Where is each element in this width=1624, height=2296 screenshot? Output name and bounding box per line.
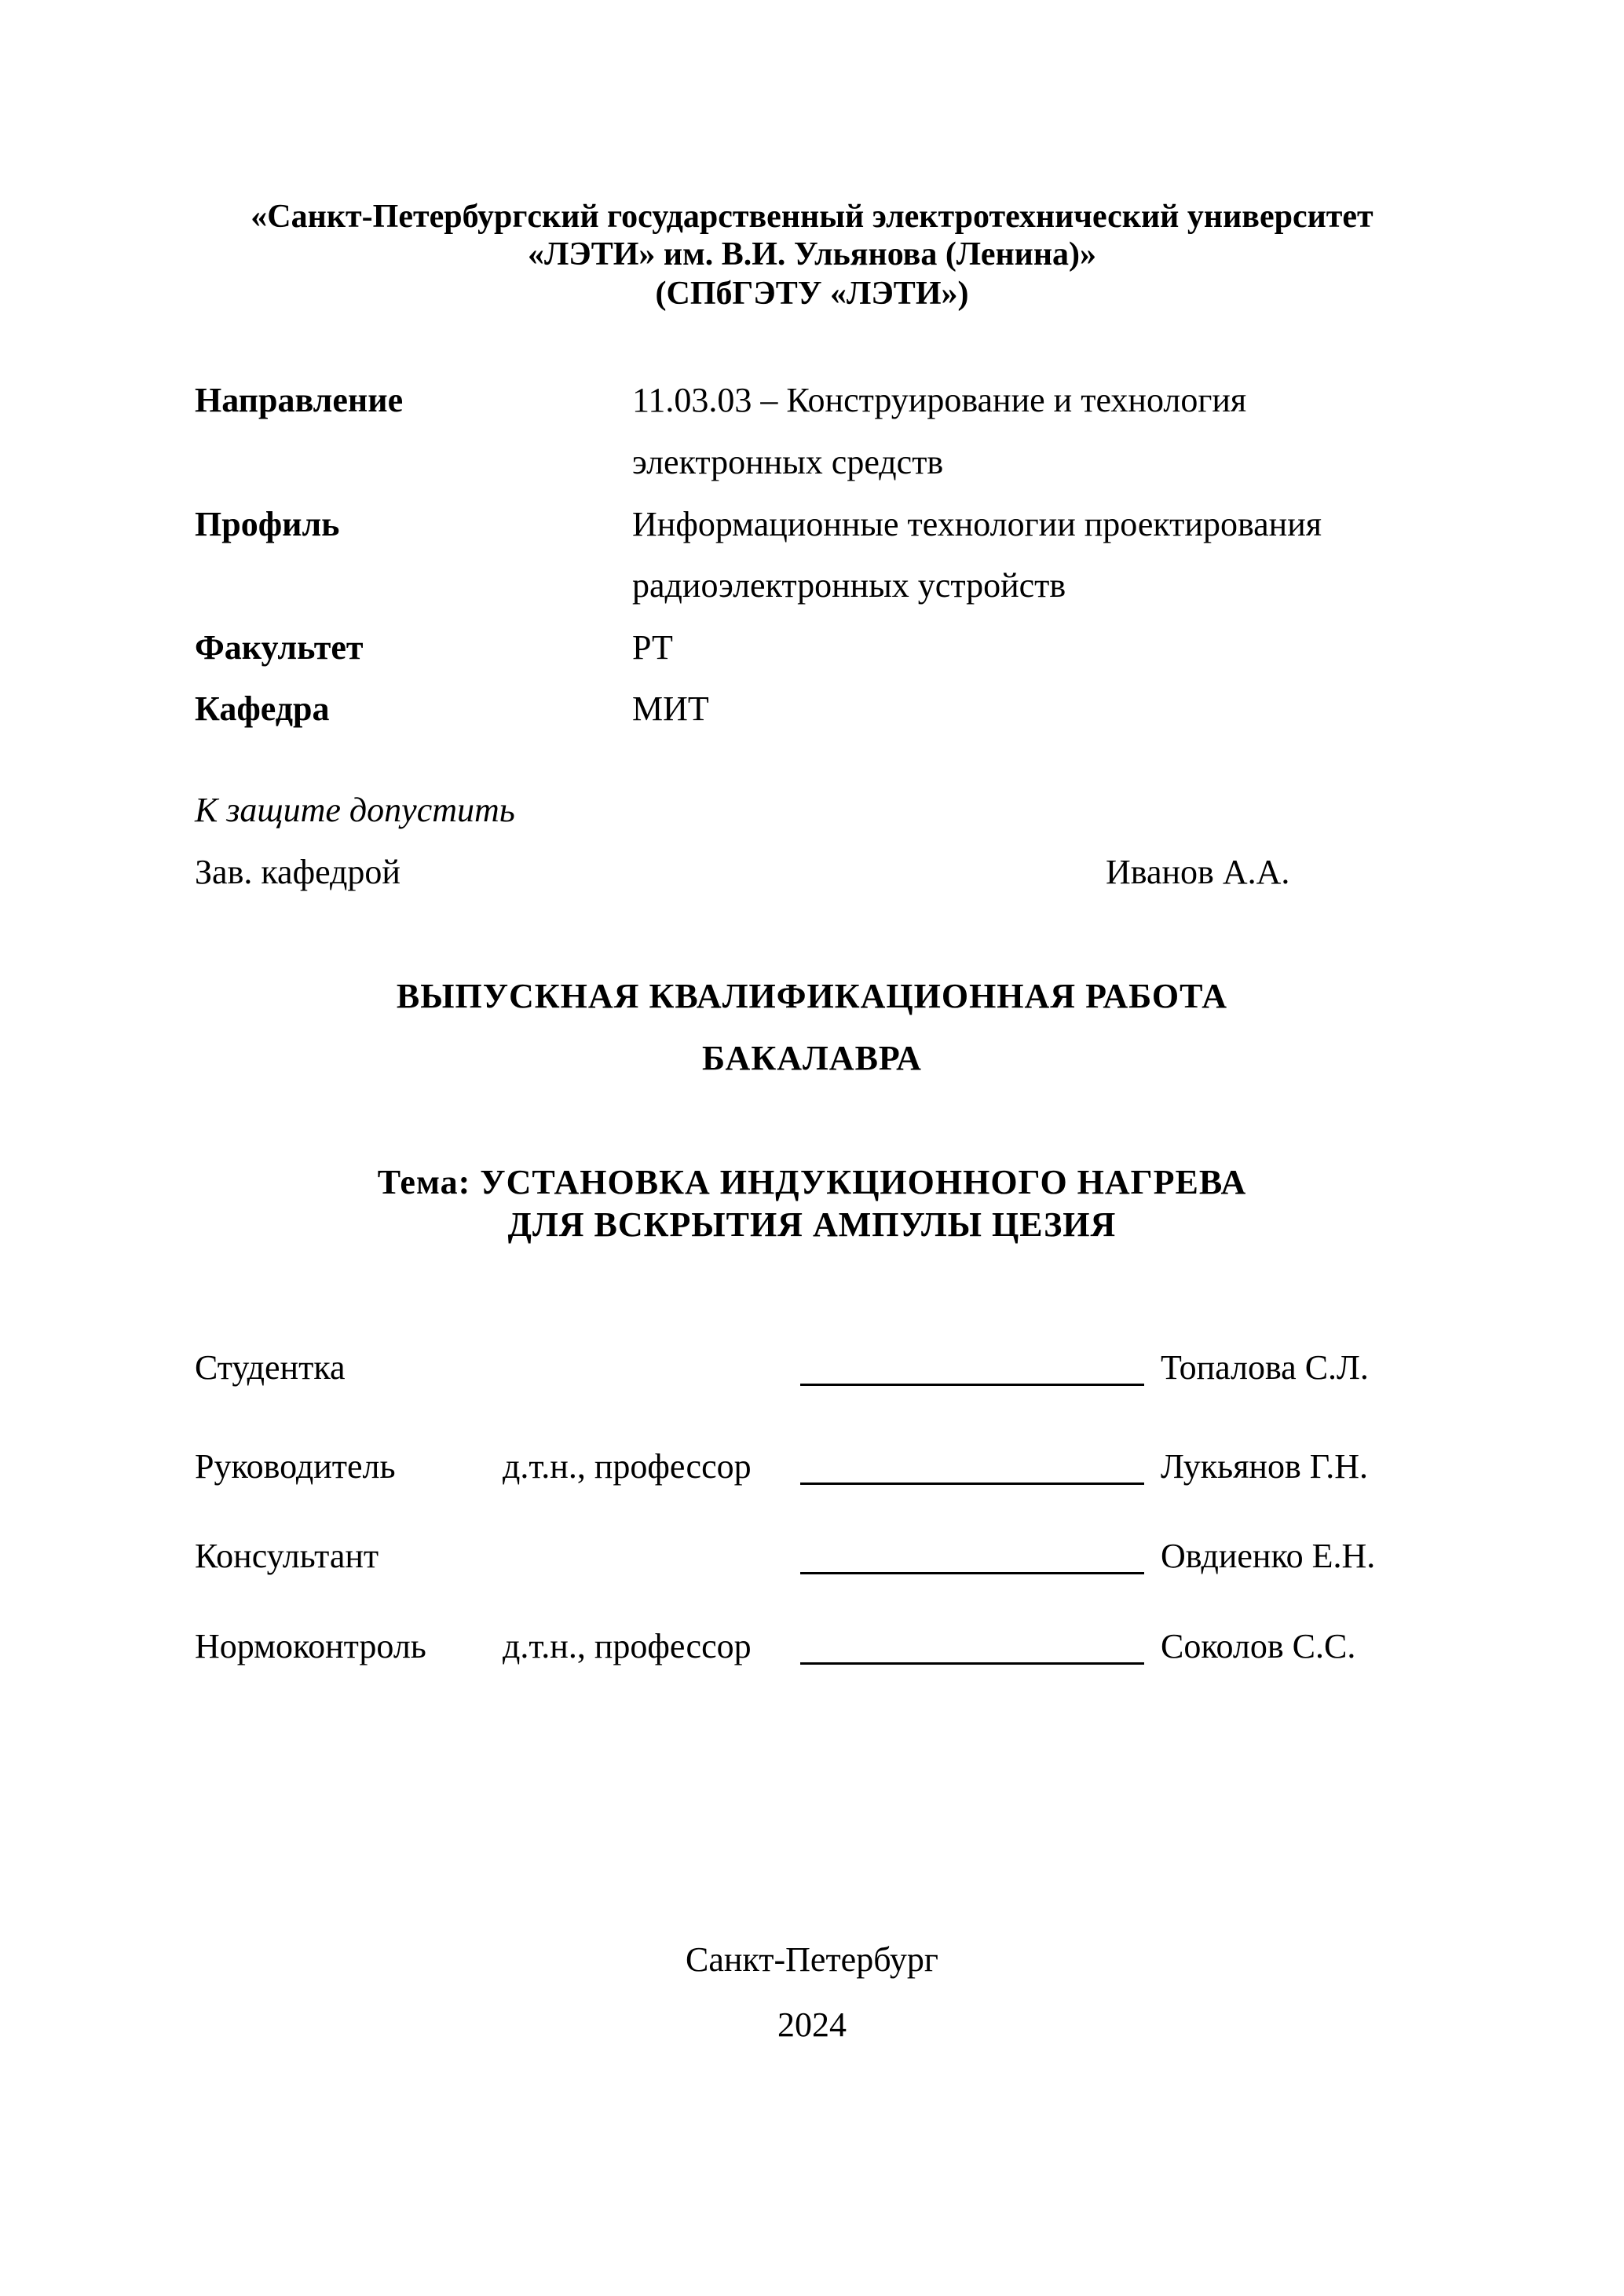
- signature-role-normcontrol: Нормоконтроль: [195, 1627, 426, 1665]
- signature-name-normcontrol: Соколов С.С.: [1161, 1627, 1356, 1665]
- topic-prefix: Тема:: [377, 1163, 471, 1201]
- signature-role-consultant: Консультант: [195, 1537, 379, 1575]
- signature-line-normcontrol: [800, 1662, 1144, 1665]
- topic-line-1: [0, 1162, 1624, 1203]
- profile-value-line-2: радиоэлектронных устройств: [632, 566, 1066, 605]
- signature-degree-supervisor: д.т.н., профессор: [503, 1447, 752, 1486]
- university-name-line-1: «Санкт-Петербургский государственный электротехнический университет: [251, 199, 1373, 235]
- signature-name-consultant: Овдиенко Е.Н.: [1161, 1537, 1376, 1575]
- faculty-label: Факультет: [195, 628, 364, 667]
- profile-value-line-1: Информационные технологии проектирования: [632, 505, 1322, 543]
- university-abbreviation: (СПбГЭТУ «ЛЭТИ»): [655, 276, 969, 312]
- signature-line-consultant: [800, 1572, 1144, 1574]
- direction-label: Направление: [195, 381, 404, 419]
- direction-value-line-1: 11.03.03 – Конструирование и технология: [632, 381, 1247, 419]
- work-title-line-2: БАКАЛАВРА: [702, 1039, 922, 1077]
- signature-line-supervisor: [800, 1483, 1144, 1485]
- head-of-department-name: Иванов А.А.: [1106, 853, 1290, 891]
- department-value: МИТ: [632, 689, 709, 728]
- head-of-department-label: Зав. кафедрой: [195, 853, 401, 891]
- topic-title-line-1: УСТАНОВКА ИНДУКЦИОННОГО НАГРЕВА: [480, 1163, 1247, 1201]
- direction-value-line-2: электронных средств: [632, 443, 944, 481]
- signature-name-supervisor: Лукьянов Г.Н.: [1161, 1447, 1368, 1486]
- topic-title-line-2: ДЛЯ ВСКРЫТИЯ АМПУЛЫ ЦЕЗИЯ: [507, 1205, 1117, 1244]
- faculty-value: РТ: [632, 628, 673, 667]
- work-title-line-1: ВЫПУСКНАЯ КВАЛИФИКАЦИОННАЯ РАБОТА: [396, 977, 1228, 1015]
- signature-name-student: Топалова С.Л.: [1161, 1348, 1369, 1387]
- footer-year: 2024: [777, 2005, 847, 2044]
- signature-line-student: [800, 1384, 1144, 1386]
- profile-label: Профиль: [195, 505, 340, 543]
- university-name-line-2: «ЛЭТИ» им. В.И. Ульянова (Ленина)»: [527, 236, 1097, 272]
- signature-degree-normcontrol: д.т.н., профессор: [503, 1627, 752, 1665]
- signature-role-supervisor: Руководитель: [195, 1447, 396, 1486]
- department-label: Кафедра: [195, 689, 330, 728]
- approval-note: К защите допустить: [195, 791, 515, 829]
- footer-city: Санкт-Петербург: [686, 1940, 938, 1979]
- signature-role-student: Студентка: [195, 1348, 346, 1387]
